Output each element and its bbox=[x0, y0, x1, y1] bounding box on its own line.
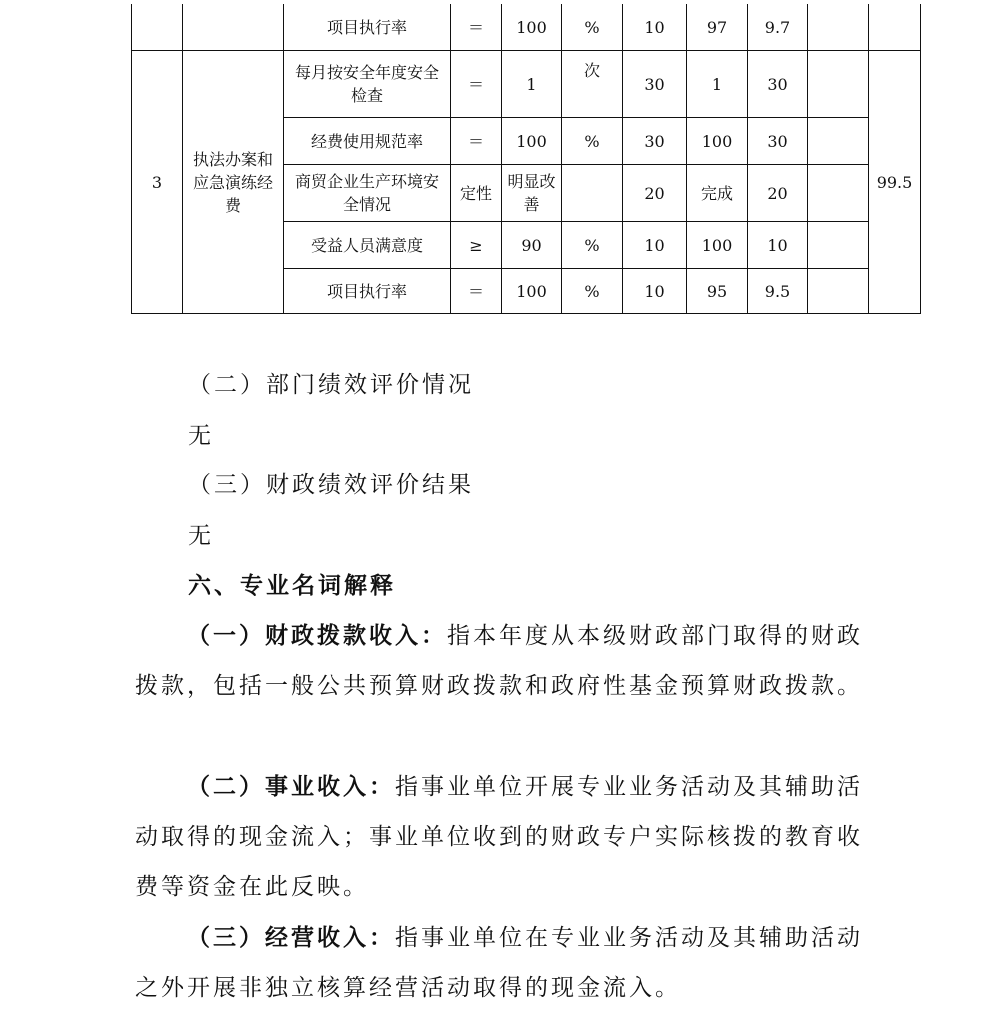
dept-eval-heading: （二）部门绩效评价情况 bbox=[188, 372, 474, 398]
dept-eval-body: 无 bbox=[188, 423, 214, 449]
actual-cell: 完成 bbox=[687, 165, 748, 222]
term-text: 指本年度从本级财政部门取得的财政拨款，包括一般公共预算财政拨款和政府性基金预算财政拨款。 bbox=[135, 623, 863, 699]
term-text: 指事业单位在专业业务活动及其辅助活动之外开展非独立核算经营活动取得的现金流入。 bbox=[135, 925, 863, 1001]
symbol-cell: ＝ bbox=[451, 118, 502, 165]
terms-heading: 六、专业名词解释 bbox=[188, 572, 396, 599]
weight-cell: 30 bbox=[623, 51, 687, 118]
table-row bbox=[132, 51, 921, 118]
term-label: （一）财政拨款收入： bbox=[187, 622, 447, 649]
actual-cell: 97 bbox=[687, 4, 748, 51]
table-row bbox=[132, 4, 921, 51]
indicator-cell: 受益人员满意度 bbox=[284, 222, 451, 269]
term-item bbox=[135, 611, 875, 711]
performance-table bbox=[131, 4, 921, 314]
score-cell: 9.5 bbox=[748, 269, 808, 314]
fiscal-eval-body: 无 bbox=[188, 523, 214, 549]
target-cell: 明显改善 bbox=[502, 165, 562, 222]
target-cell: 100 bbox=[502, 269, 562, 314]
actual-cell: 1 bbox=[687, 51, 748, 118]
score-cell: 20 bbox=[748, 165, 808, 222]
symbol-cell: ＝ bbox=[451, 4, 502, 51]
term-text: 指事业单位开展专业业务活动及其辅助活动取得的现金流入；事业单位收到的财政专户实际核拨的教育收费等资金在此反映。 bbox=[135, 774, 863, 900]
weight-cell: 10 bbox=[623, 269, 687, 314]
unit-cell: % bbox=[562, 118, 623, 165]
symbol-cell: ＝ bbox=[451, 51, 502, 118]
indicator-cell: 每月按安全年度安全检查 bbox=[284, 51, 451, 118]
target-cell: 100 bbox=[502, 4, 562, 51]
indicator-cell: 经费使用规范率 bbox=[284, 118, 451, 165]
total-score-cell: 99.5 bbox=[869, 51, 921, 314]
fiscal-eval-heading: （三）财政绩效评价结果 bbox=[188, 472, 474, 498]
actual-cell: 95 bbox=[687, 269, 748, 314]
score-cell: 9.7 bbox=[748, 4, 808, 51]
weight-cell: 10 bbox=[623, 222, 687, 269]
weight-cell: 30 bbox=[623, 118, 687, 165]
unit-cell: % bbox=[562, 269, 623, 314]
term-label: （二）事业收入： bbox=[187, 773, 395, 800]
symbol-cell: 定性 bbox=[451, 165, 502, 222]
target-cell: 1 bbox=[502, 51, 562, 118]
actual-cell: 100 bbox=[687, 222, 748, 269]
unit-cell bbox=[562, 165, 623, 222]
score-cell: 30 bbox=[748, 51, 808, 118]
term-item bbox=[135, 913, 875, 1013]
term-item bbox=[135, 762, 875, 912]
unit-cell: % bbox=[562, 222, 623, 269]
weight-cell: 20 bbox=[623, 165, 687, 222]
weight-cell: 10 bbox=[623, 4, 687, 51]
project-name-cell: 执法办案和应急演练经费 bbox=[183, 51, 284, 314]
symbol-cell: ≥ bbox=[451, 222, 502, 269]
symbol-cell: ＝ bbox=[451, 269, 502, 314]
target-cell: 100 bbox=[502, 118, 562, 165]
term-label: （三）经营收入： bbox=[187, 924, 395, 951]
actual-cell: 100 bbox=[687, 118, 748, 165]
indicator-cell: 项目执行率 bbox=[284, 4, 451, 51]
project-number-cell: 3 bbox=[132, 51, 183, 314]
unit-cell: 次 bbox=[562, 51, 623, 118]
score-cell: 30 bbox=[748, 118, 808, 165]
indicator-cell: 项目执行率 bbox=[284, 269, 451, 314]
target-cell: 90 bbox=[502, 222, 562, 269]
score-cell: 10 bbox=[748, 222, 808, 269]
unit-cell: % bbox=[562, 4, 623, 51]
indicator-cell: 商贸企业生产环境安全情况 bbox=[284, 165, 451, 222]
